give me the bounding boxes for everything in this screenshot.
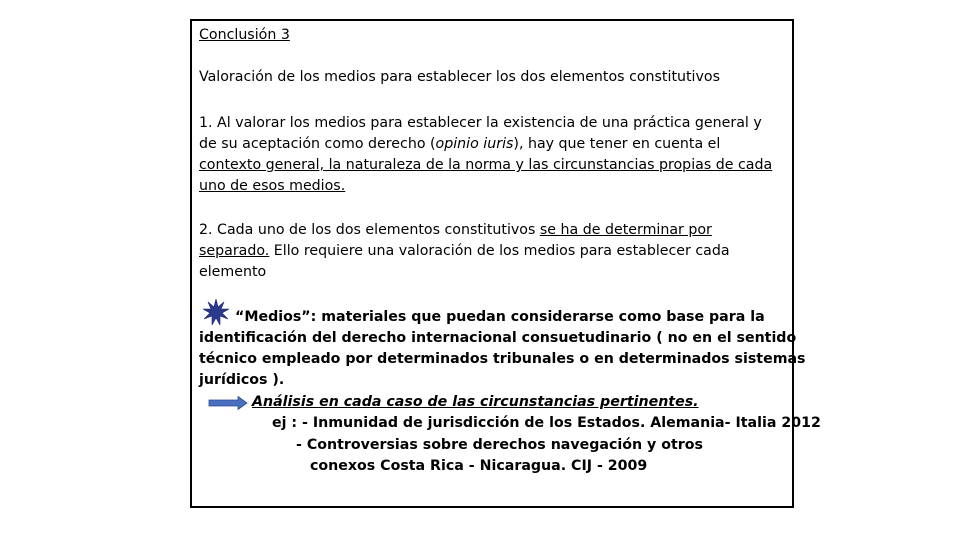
analysis-note: Análisis en cada caso de las circunstancias pertinentes. — [252, 394, 699, 410]
content-frame — [190, 19, 797, 508]
p2-line3: elemento — [199, 264, 267, 280]
conclusion-heading: Conclusión 3 — [199, 27, 290, 43]
p1-number: 1. — [199, 115, 213, 131]
p1-line1: Al valorar los medios para establecer la existencia de una práctica general y — [212, 115, 762, 131]
example-line1: ej : - Inmunidad de jurisdicción de los Estados. Alemania- Italia 2012 — [272, 415, 821, 431]
p1-line4: uno de esos medios. — [199, 178, 346, 194]
medios-line1: “Medios”: materiales que puedan considerarse como base para la — [235, 309, 765, 325]
p2-line1-underlined: se ha de determinar por — [539, 222, 712, 238]
p1-line2-pre: de su aceptación como derecho ( — [199, 136, 436, 152]
p1-line3: contexto general, la naturaleza de la norma y las circunstancias propias de cada — [199, 157, 773, 173]
p1-line2-post: ), hay que tener en cuenta el — [513, 136, 721, 152]
section-subtitle: Valoración de los medios para establecer los dos elementos constitutivos — [199, 69, 720, 85]
p2-number: 2. — [199, 222, 213, 238]
right-arrow-icon — [208, 396, 248, 410]
medios-line4: jurídicos ). — [199, 372, 285, 388]
p2-line2-post: Ello requiere una valoración de los medios para establecer cada — [269, 243, 730, 259]
starburst-icon — [203, 299, 229, 325]
medios-line3: técnico empleado por determinados tribunales o en determinados sistemas — [199, 351, 806, 367]
p2-line1-pre: Cada uno de los dos elementos constitutivos — [212, 222, 540, 238]
medios-line2: identificación del derecho internacional consuetudinario ( no en el sentido — [199, 330, 797, 346]
opinio-iuris-term: opinio iuris — [435, 136, 514, 152]
p2-line2-underlined: separado. — [199, 243, 270, 259]
example-line2: - Controversias sobre derechos navegación y otros — [296, 437, 703, 453]
example-line3: conexos Costa Rica - Nicaragua. CIJ - 2009 — [310, 458, 648, 474]
